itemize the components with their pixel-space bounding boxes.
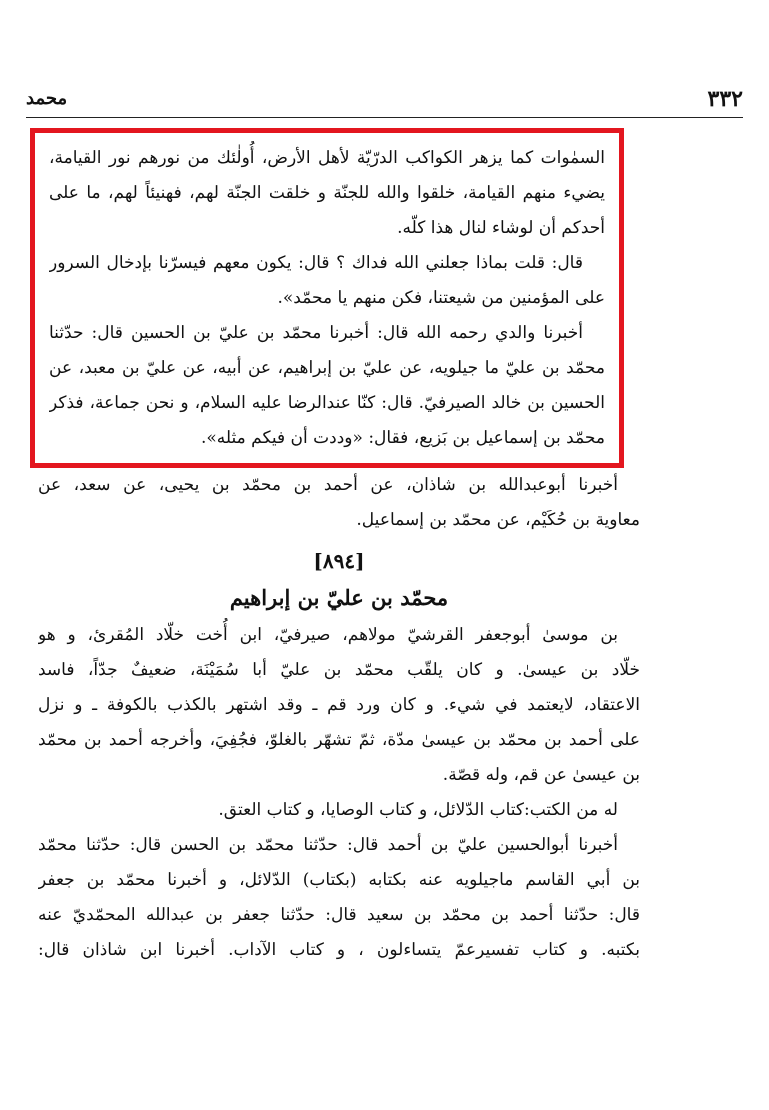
entry-line: خلّاد بن عيسىٰ. و كان يلقّب محمّد بن عليّ أبا سُمَيْنَة، ضعيفٌ جدّاً، فاسد bbox=[38, 660, 640, 680]
entry-line: بن عيسىٰ عن قم، وله قصّة. bbox=[442, 765, 640, 785]
passage-line: أخبرنا والدي رحمه الله قال: أخبرنا محمّد بن عليّ بن الحسين قال: حدّثنا bbox=[49, 323, 583, 343]
passage-line: الحسين بن خالد الصيرفيّ. قال: كنّا عندالرضا عليه السلام، و نحن جماعة، فذكر bbox=[49, 393, 605, 413]
body-text bbox=[38, 468, 640, 968]
passage-line: أحدكم أن لوشاء لنال هذا كلّه. bbox=[397, 218, 605, 238]
entry-line: بكتبه. و كتاب تفسيرعمّ يتساءلون ، و كتاب الآداب. أخبرنا ابن شاذان قال: bbox=[38, 940, 640, 960]
entry-line: الاعتقاد، لايعتمد في شيء. و كان ورد قم ـ وقد اشتهر بالكذب بالكوفة ـ و نزل bbox=[38, 695, 640, 715]
entry-number: [٨٩٤] bbox=[313, 549, 365, 573]
continuation-line: أخبرنا أبوعبدالله بن شاذان، عن أحمد بن محمّد بن يحيى، عن سعد، عن bbox=[38, 475, 618, 495]
entry-line: أخبرنا أبوالحسين عليّ بن أحمد قال: حدّثنا محمّد بن الحسن قال: حدّثنا محمّد bbox=[38, 835, 618, 855]
entry-line: قال: حدّثنا أحمد بن محمّد بن سعيد قال: حدّثنا جعفر بن عبدالله المحمّديّ عنه bbox=[38, 905, 640, 925]
header-rule bbox=[26, 117, 743, 118]
entry-line: له من الكتب:كتاب الدّلائل، و كتاب الوصايا، و كتاب العتق. bbox=[218, 800, 618, 820]
highlighted-passage bbox=[30, 128, 624, 468]
entry-line: بن موسىٰ أبوجعفر القرشيّ مولاهم، صيرفيّ، ابن أُخت خلّاد المُقرئ، و هو bbox=[38, 625, 618, 645]
entry-line: على أحمد بن محمّد بن عيسىٰ مدّة، ثمّ تشهّر بالغلوّ، فجُفِيَ، وأخرجه أحمد بن محمّد bbox=[38, 730, 640, 750]
continuation-line: معاوية بن حُكَيْم، عن محمّد بن إسماعيل. bbox=[356, 510, 640, 530]
passage-line: محمّد بن عليّ ما جيلويه، عن عليّ بن إبراهيم، عن أبيه، عن عليّ بن معبد، عن bbox=[49, 358, 605, 378]
passage-line: السمٰوات كما يزهر الكواكب الدرّيّة لأهل الأرض، أُولٰئك من نورهم نور القيامة، bbox=[49, 148, 605, 168]
running-title: محمد bbox=[26, 88, 68, 109]
passage-line: على المؤمنين من شيعتنا، فكن منهم يا محمّد». bbox=[277, 288, 605, 308]
entry-title: محمّد بن عليّ بن إبراهيم bbox=[229, 585, 449, 610]
page-number: ٣٣٢ bbox=[707, 86, 743, 112]
passage-line: يضيء منهم القيامة، خلقوا والله للجنّة و خلقت الجنّة لهم، فهنيئاً لهم، ما على bbox=[49, 183, 605, 203]
passage-line: قال: قلت بماذا جعلني الله فداك ؟ قال: يكون معهم فيسرّنا بإدخال السرور bbox=[49, 253, 583, 273]
passage-line: محمّد بن إسماعيل بن بَزيع، فقال: «وددت أن فيكم مثله». bbox=[201, 428, 605, 448]
entry-line: بن أبي القاسم ماجيلويه عنه بكتابه (بكتاب) الدّلائل، و أخبرنا محمّد بن جعفر bbox=[38, 870, 640, 890]
